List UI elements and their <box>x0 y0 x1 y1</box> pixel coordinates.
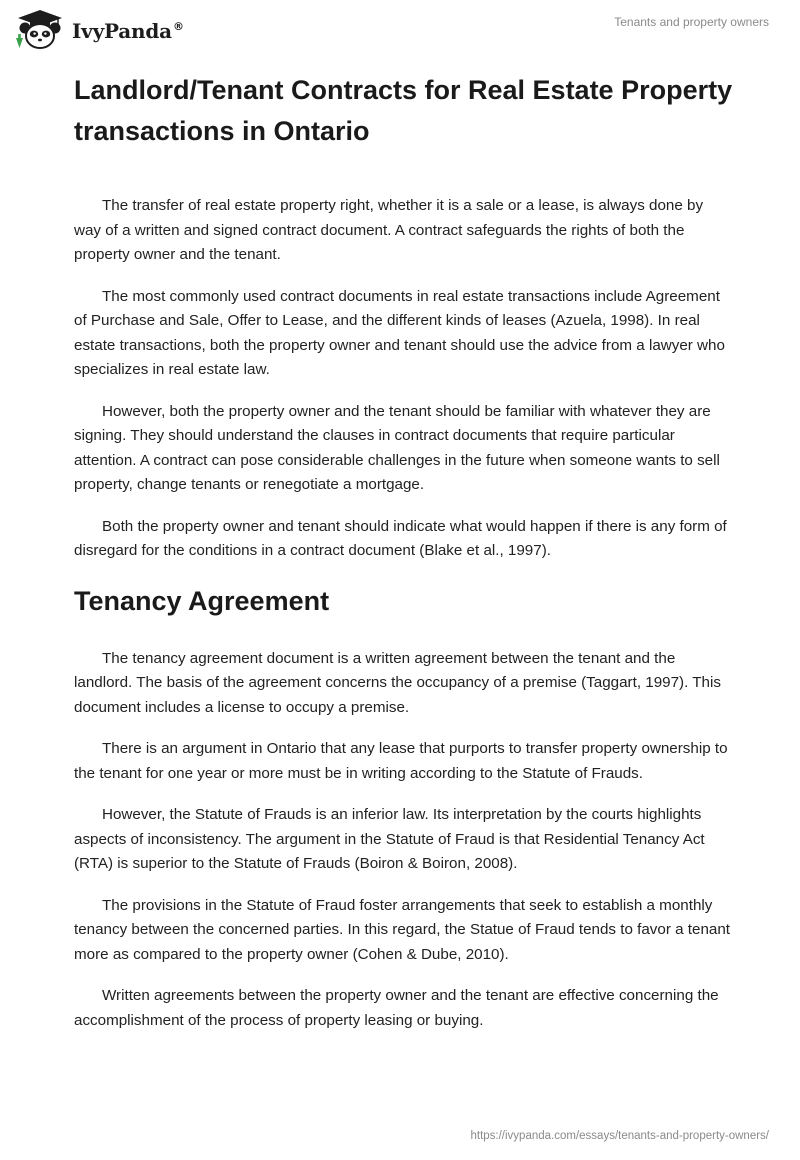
article-title: Landlord/Tenant Contracts for Real Estate Property transactions in Ontario <box>74 75 733 146</box>
intro-paragraph: Both the property owner and tenant should indicate what would happen if there is any form of disregard for the conditions in a contract document (Blake et al., 1997). <box>74 517 727 559</box>
section-paragraph: The provisions in the Statute of Fraud foster arrangements that seek to establish a monthly tenancy between the concerned parties. In this regard, the Statue of Fraud tends to favor a tenant more as compared to the property owner (Cohen & Dube, 2010). <box>74 896 731 963</box>
section-paragraph: There is an argument in Ontario that any lease that purports to transfer property ownership to the tenant for one year or more must be in writing according to the Statute of Frauds. <box>74 740 728 782</box>
source-url-link[interactable]: https://ivypanda.com/essays/tenants-and-property-owners/ <box>470 1130 769 1142</box>
running-title: Tenants and property owners <box>614 15 769 29</box>
registered-mark: ® <box>172 20 184 34</box>
section-heading: Tenancy Agreement <box>74 585 330 616</box>
intro-paragraph: The transfer of real estate property right, whether it is a sale or a lease, is always done by way of a written and signed contract document. A contract safeguards the rights of both the property owner and the tenant. <box>74 197 704 263</box>
article-body <box>74 70 734 1033</box>
brand-logo[interactable] <box>14 8 184 52</box>
intro-paragraph: The most commonly used contract documents in real estate transactions include Agreement of Purchase and Sale, Offer to Lease, and the different kinds of leases (Azuela, 1998). In real estate transactions, both the property owner and tenant should use the advice from a lawyer who specializes in real estate law. <box>74 287 725 378</box>
brand-name: IvyPanda® <box>72 19 184 43</box>
section-paragraph: Written agreements between the property owner and the tenant are effective concerning the accomplishment of the process of property leasing or buying. <box>74 987 719 1029</box>
panda-logo-icon <box>14 8 66 52</box>
section-paragraph: The tenancy agreement document is a written agreement between the tenant and the landlord. The basis of the agreement concerns the occupancy of a premise (Taggart, 1997). This document includes a license to occupy a premise. <box>74 649 721 716</box>
intro-paragraph: However, both the property owner and the tenant should be familiar with whatever they are signing. They should understand the clauses in contract documents that require particular attention. A contract can pose considerable challenges in the future when someone wants to sell property, change tenants or renegotiate a mortgage. <box>74 402 720 493</box>
page-header <box>0 0 800 62</box>
section-paragraph: However, the Statute of Frauds is an inferior law. Its interpretation by the courts highlights aspects of inconsistency. The argument in the Statute of Fraud is that Residential Tenancy Act (RTA) is superior to the Statute of Frauds (Boiron & Boiron, 2008). <box>74 806 705 872</box>
